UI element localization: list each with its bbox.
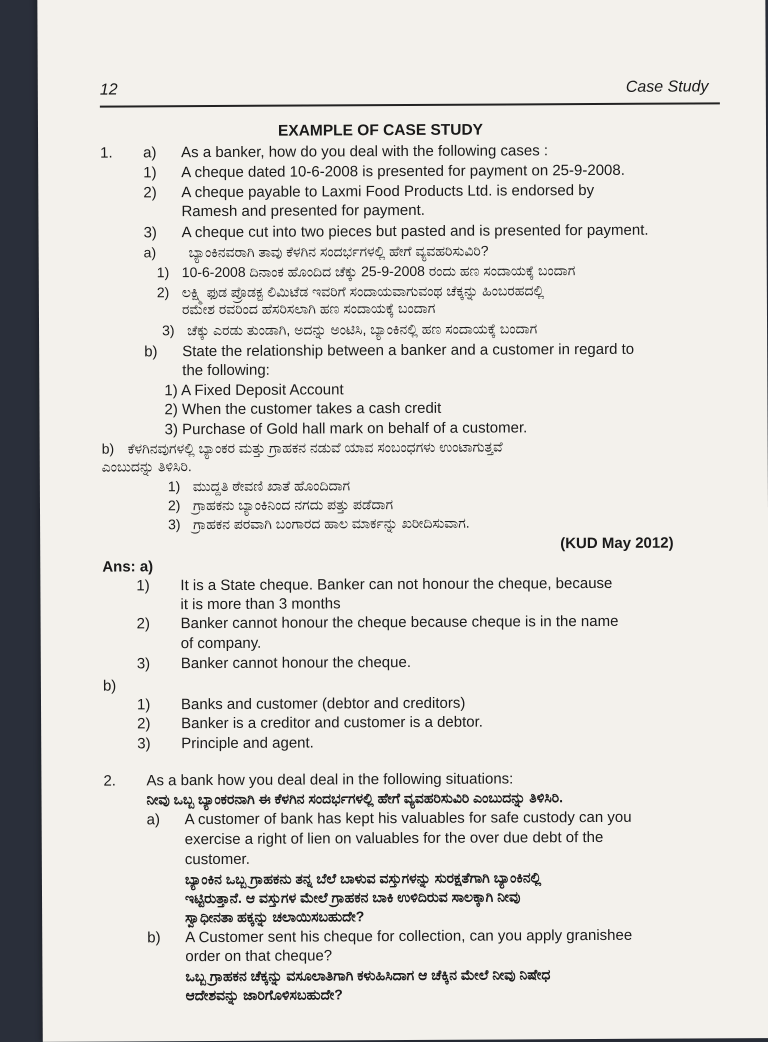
running-header: Case Study — [625, 78, 709, 96]
q1-b-item: 1) A Fixed Deposit Account — [164, 381, 344, 400]
answer-a-item-text: it is more than 3 months — [180, 595, 341, 614]
answer-a-item-text: Banker cannot honour the cheque. — [180, 653, 412, 673]
q1-kn-b-label: b) — [101, 440, 115, 457]
q1-kn-b-item-number: 1) — [167, 478, 181, 495]
q1-item-text: A cheque cut into two pieces but pasted and is presented for payment. — [181, 221, 649, 242]
q1-kn-item-text: 10-6-2008 ದಿನಾಂಕ ಹೊಂದಿದ ಚೆಕ್ಕು 25-9-2008 ರಂದು ಹಣ ಸಂದಾಯಕ್ಕೆ ಬಂದಾಗ — [181, 262, 576, 281]
q2-kn-text: ನೀವು ಒಬ್ಬ ಬ್ಯಾಂಕರನಾಗಿ ಈ ಕೆಳಗಿನ ಸಂದರ್ಭಗಳಲ್ಲಿ ಹೇಗೆ ವ್ಯವಹರಿಸುವಿರಿ ಎಂಬುದನ್ನು ತಿಳಿಸಿರಿ. — [146, 789, 564, 808]
answer-b-item-text: Banks and customer (debtor and creditors) — [180, 694, 466, 714]
q2-a-text: A customer of bank has kept his valuables for safe custody can you — [184, 808, 632, 829]
answer-b-label: b) — [102, 677, 117, 695]
answer-b-item-text: Principle and agent. — [181, 734, 314, 753]
q1-kn-b-item-number: 3) — [168, 516, 181, 533]
answer-b-item-number: 3) — [137, 735, 151, 753]
q2-a-kn-text: ಇಟ್ಟಿರುತ್ತಾನೆ. ಆ ವಸ್ತುಗಳ ಮೇಲೆ ಗ್ರಾಹಕನ ಬಾಕಿ ಉಳಿದಿರುವ ಸಾಲಕ್ಕಾಗಿ ನೀವು — [184, 888, 521, 907]
answer-b-item-number: 1) — [136, 696, 151, 714]
q1-item-number: 2) — [143, 184, 157, 202]
q1-b-text: State the relationship between a banker and a customer in regard to — [182, 340, 635, 361]
answer-b-item-number: 2) — [137, 715, 151, 733]
q1-kn-b-item-text: ಗ್ರಾಹಕನು ಬ್ಯಾಂಕಿನಿಂದ ನಗದು ಪತ್ತು ಪಡೆದಾಗ — [192, 496, 394, 514]
q2-a-label: a) — [146, 811, 161, 829]
q1-item-text: A cheque dated 10-6-2008 is presented for payment on 25-9-2008. — [181, 161, 625, 182]
q1-a-text: As a banker, how do you deal with the following cases : — [181, 142, 549, 162]
page-number: 12 — [99, 81, 118, 99]
q1-b-text: the following: — [182, 361, 270, 380]
q2-b-kn-text: ಆದೇಶವನ್ನು ಜಾರಿಗೊಳಿಸಬಹುದೇ? — [185, 986, 343, 1004]
header-rule — [100, 102, 720, 107]
q2-b-label: b) — [147, 929, 161, 947]
q1-kn-b-item-number: 2) — [167, 497, 181, 514]
q1-kn-b-item-text: ಗ್ರಾಹಕನ ಪರವಾಗಿ ಬಂಗಾರದ ಹಾಲ ಮಾರ್ಕನ್ನು ಖರೀದಿಸುವಾಗ. — [193, 514, 470, 533]
q1-kn-b-text: ಕೆಳಗಿನವುಗಳಲ್ಲಿ ಬ್ಯಾಂಕರ ಮತ್ತು ಗ್ರಾಹಕನ ನಡುವೆ ಯಾವ ಸಂಬಂಧಗಳು ಉಂಟಾಗುತ್ತವೆ — [127, 438, 503, 457]
answer-a-item-number: 1) — [136, 577, 150, 595]
q1-kn-item-text: ಚೆಕ್ಕು ಎರಡು ತುಂಡಾಗಿ, ಅದನ್ನು ಅಂಟಿಸಿ, ಬ್ಯಾಂಕಿನಲ್ಲಿ ಹಣ ಸಂದಾಯಕ್ಕೆ ಬಂದಾಗ — [187, 320, 538, 339]
q2-a-text: exercise a right of lien on valuables for the over due debt of the — [184, 828, 604, 849]
q1-item-text: A cheque payable to Laxmi Food Products Ltd. is endorsed by — [181, 182, 595, 202]
q1-b-item: 2) When the customer takes a cash credit — [164, 399, 442, 419]
answer-a-item-number: 2) — [136, 615, 150, 633]
page-title: EXAMPLE OF CASE STUDY — [277, 121, 484, 140]
answer-a-item-text: Banker cannot honour the cheque because cheque is in the name — [180, 612, 619, 633]
q1-kn-item-number: 3) — [162, 322, 175, 339]
q2-a-text: customer. — [184, 850, 250, 869]
q2-number: 2. — [103, 772, 116, 790]
q1-b-label: b) — [144, 343, 158, 361]
q1-kn-item-text: ಲಕ್ಷ್ಮಿ ಫುಡ ಪ್ರೊಡಕ್ಟ ಲಿಮಿಟೆಡ ಇವರಿಗೆ ಸಂದಾಯವಾಗುವಂಥ ಚೆಕ್ಕನ್ನು ಹಿಂಬರಹದಲ್ಲಿ — [181, 282, 545, 301]
answer-a-item-number: 3) — [136, 655, 151, 673]
q1-number: 1. — [100, 144, 113, 162]
q2-b-text: A Customer sent his cheque for collection, can you apply granishee — [185, 926, 633, 947]
q1-item-number: 3) — [143, 224, 157, 242]
q1-kn-item-text: ರಮೇಶ ರವರಿಂದ ಹೆಸರಿಸಲಾಗಿ ಹಣ ಸಂದಾಯಕ್ಕೆ ಬಂದಾಗ — [181, 299, 436, 318]
q1-a-label: a) — [143, 144, 157, 162]
q2-b-kn-text: ಒಬ್ಬ ಗ್ರಾಹಕನ ಚೆಕ್ಕನ್ನು ವಸೂಲಾತಿಗಾಗಿ ಕಳುಹಿಸಿದಾಗ ಆ ಚೆಕ್ಕಿನ ಮೇಲೆ ನೀವು ನಿಷೇಧ — [185, 966, 551, 985]
answer-a-item-text: of company. — [180, 634, 262, 653]
q1-kn-item-number: 2) — [156, 284, 170, 301]
q1-kn-item-number: 1) — [156, 264, 170, 281]
answer-a-item-text: It is a State cheque. Banker can not honour the cheque, because — [180, 574, 613, 595]
q1-item-text: Ramesh and presented for payment. — [181, 201, 425, 221]
exam-source: (KUD May 2012) — [560, 534, 674, 553]
q2-text: As a bank how you deal deal in the following situations: — [146, 770, 514, 790]
q2-b-text: order on that cheque? — [185, 947, 333, 966]
q1-item-number: 1) — [143, 164, 157, 182]
answer-b-item-text: Banker is a creditor and customer is a debtor. — [181, 713, 483, 733]
q2-a-kn-text: ಸ್ವಾಧೀನತಾ ಹಕ್ಕನ್ನು ಚಲಾಯಿಸಬಹುದೇ? — [185, 908, 365, 926]
answer-label: Ans: a) — [102, 558, 154, 576]
q1-kn-b-text: ಎಂಬುದನ್ನು ತಿಳಿಸಿರಿ. — [101, 458, 192, 475]
q1-kn-a-text: ಬ್ಯಾಂಕಿನವರಾಗಿ ತಾವು ಕೆಳಗಿನ ಸಂದರ್ಭಗಳಲ್ಲಿ ಹೇಗೆ ವ್ಯವಹರಿಸುವಿರಿ? — [188, 242, 489, 261]
document-page — [37, 0, 768, 1042]
q1-kn-a-label: a) — [143, 244, 157, 261]
q1-kn-b-item-text: ಮುದ್ದತಿ ಠೇವಣಿ ಖಾತೆ ಹೊಂದಿದಾಗ — [192, 477, 351, 495]
q1-b-item: 3) Purchase of Gold hall mark on behalf of a customer. — [164, 419, 528, 439]
q2-a-kn-text: ಬ್ಯಾಂಕಿನ ಒಬ್ಬ ಗ್ರಾಹಕನು ತನ್ನ ಬೆಲೆ ಬಾಳುವ ವಸ್ತುಗಳನ್ನು ಸುರಕ್ಷತೆಗಾಗಿ ಬ್ಯಾಂಕಿನಲ್ಲಿ — [184, 869, 542, 888]
